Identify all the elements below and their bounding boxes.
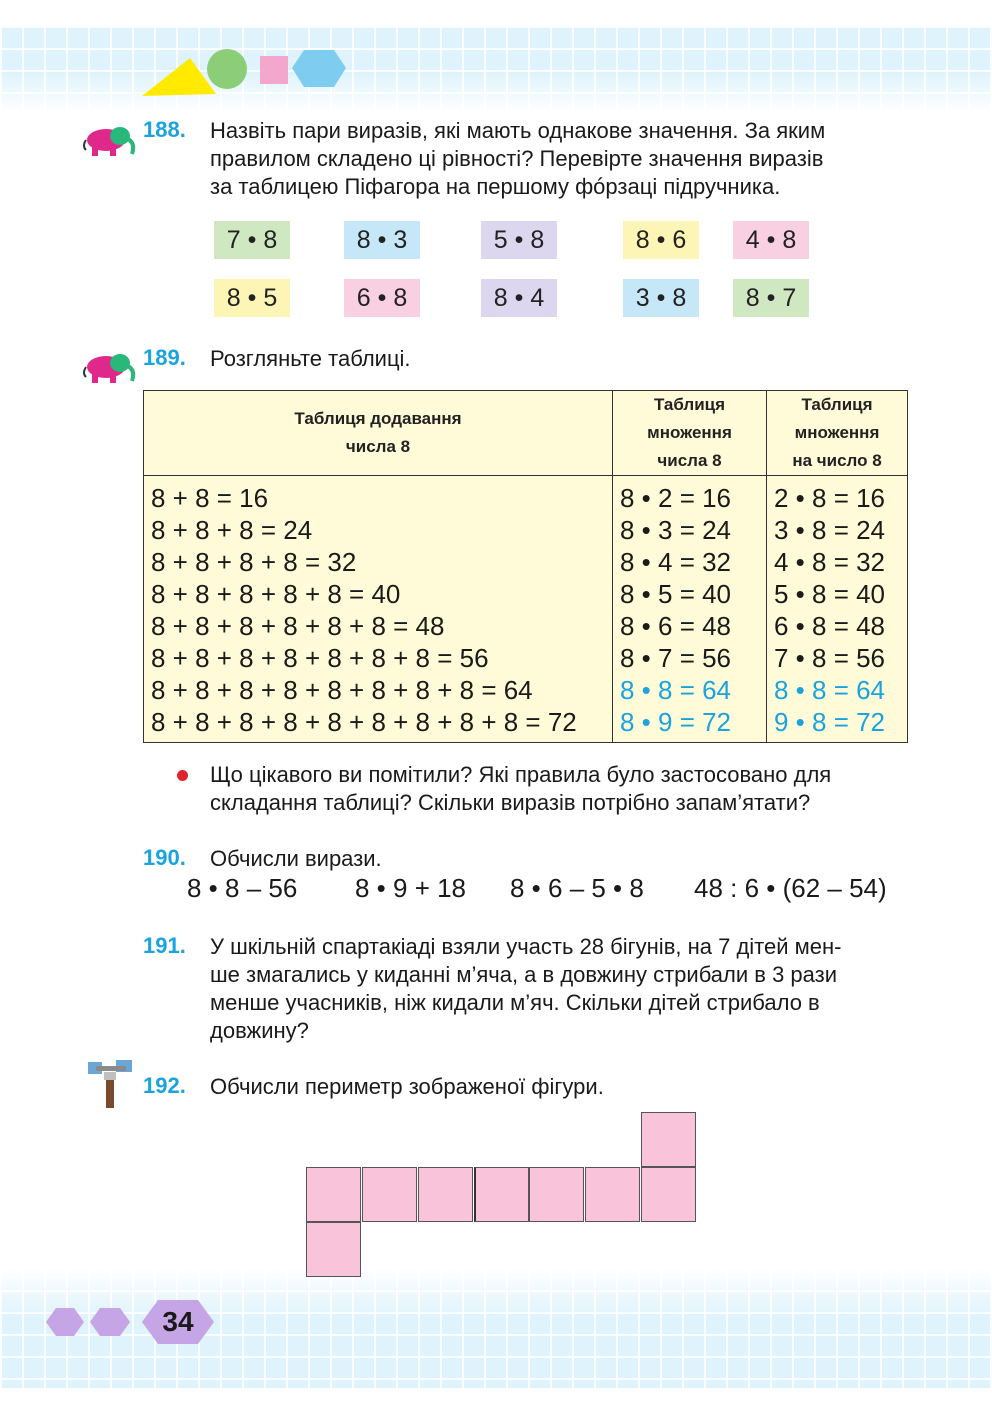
exercise-191-line-2: ше змагались у киданні м’яча, а в довжину стрибали в 3 рази [210, 962, 838, 987]
figure-square [641, 1167, 696, 1222]
figure-square [474, 1167, 529, 1222]
triangle-icon [142, 58, 216, 96]
table-row-highlighted: 8 • 8 = 64 [620, 675, 732, 705]
table-row: 8 + 8 + 8 + 8 = 32 [151, 547, 357, 577]
question-line-2: складання таблиці? Скільки виразів потрібно запам’ятати? [210, 790, 811, 815]
expression-chip: 8 • 5 [214, 279, 290, 317]
expression-chip: 6 • 8 [344, 279, 420, 317]
header-line: Таблиця [801, 395, 873, 414]
table-row-highlighted: 9 • 8 = 72 [774, 707, 886, 737]
square-icon [260, 56, 288, 84]
elephant-icon [80, 345, 138, 387]
exercise-number-192: 192. [143, 1073, 186, 1098]
exercise-188-line-3: за таблицею Піфагора на першому фóрзаці підручника. [210, 174, 781, 199]
expression: 8 • 9 + 18 [355, 873, 467, 903]
header-shapes [138, 44, 353, 98]
table-row: 8 + 8 = 16 [151, 483, 269, 513]
table-row: 8 + 8 + 8 = 24 [151, 515, 313, 545]
exercise-192-text: Обчисли периметр зображеної фігури. [210, 1074, 604, 1099]
circle-icon [207, 49, 247, 89]
exercise-190-text: Обчисли вирази. [210, 846, 382, 871]
figure-square [529, 1167, 584, 1222]
expression-chip: 8 • 6 [623, 221, 699, 259]
question-line-1: Що цікавого ви помітили? Які правила було застосовано для [210, 762, 832, 787]
figure-square [362, 1167, 417, 1222]
table-row: 8 • 4 = 32 [620, 547, 732, 577]
table-row: 8 • 6 = 48 [620, 611, 732, 641]
table-row: 8 • 2 = 16 [620, 483, 732, 513]
mult-by-column [767, 476, 908, 743]
table-row: 8 + 8 + 8 + 8 + 8 = 40 [151, 579, 401, 609]
expression-chip: 8 • 4 [481, 279, 557, 317]
figure-square [418, 1167, 473, 1222]
exercise-number-191: 191. [143, 933, 186, 958]
table-row: 4 • 8 = 32 [774, 547, 886, 577]
header-line: множення [647, 423, 732, 442]
table-row-highlighted: 8 • 9 = 72 [620, 707, 732, 737]
exercise-191-line-3: менше учасників, ніж кидали м’яч. Скільки дітей стрибало в [210, 990, 820, 1015]
expression-chip: 3 • 8 [623, 279, 699, 317]
table-row: 8 • 3 = 24 [620, 515, 732, 545]
table-row: 8 + 8 + 8 + 8 + 8 + 8 + 8 + 8 = 64 [151, 675, 533, 705]
table-row: 8 • 7 = 56 [620, 643, 732, 673]
table-row: 8 + 8 + 8 + 8 + 8 + 8 + 8 + 8 + 8 = 72 [151, 707, 577, 737]
exercise-number-189: 189. [143, 345, 186, 370]
expression: 8 • 8 – 56 [187, 873, 298, 903]
expression-chip: 8 • 3 [344, 221, 420, 259]
exercise-191-line-1: У шкільній спартакіаді взяли участь 28 бігунів, на 7 дітей мен- [210, 934, 842, 959]
exercise-number-190: 190. [143, 845, 186, 870]
header-mult-by-8 [767, 391, 908, 476]
expression-chip: 5 • 8 [481, 221, 557, 259]
expression-chip: 7 • 8 [214, 221, 290, 259]
figure-square [641, 1112, 696, 1167]
exercise-188-line-2: правилом складено ці рівності? Перевірте значення виразів [210, 146, 824, 171]
table-row: 2 • 8 = 16 [774, 483, 886, 513]
page-number: 34 [162, 1306, 194, 1337]
header-addition-table [144, 391, 613, 476]
header-line: числа 8 [345, 437, 411, 456]
header-line: Таблиця [653, 395, 726, 414]
header-mult-of-8 [613, 391, 767, 476]
exercise-189-text: Розгляньте таблиці. [210, 346, 411, 371]
figure-square [306, 1167, 361, 1222]
expression: 48 : 6 • (62 – 54) [694, 873, 887, 903]
table-row: 8 + 8 + 8 + 8 + 8 + 8 + 8 = 56 [151, 643, 489, 673]
figure-square [585, 1167, 640, 1222]
hexagon-icon [46, 1308, 84, 1336]
table-row: 5 • 8 = 40 [774, 579, 886, 609]
bullet-icon [177, 770, 188, 781]
exercise-188-line-1: Назвіть пари виразів, які мають однакове значення. За яким [210, 118, 826, 143]
figure-square [306, 1222, 361, 1277]
header-line: числа 8 [657, 451, 722, 470]
exercise-191-line-4: довжину? [210, 1018, 309, 1043]
multiplication-tables [143, 390, 908, 743]
tools-icon [84, 1054, 138, 1112]
mult-of-column [613, 476, 767, 743]
elephant-icon [80, 118, 138, 160]
expression: 8 • 6 – 5 • 8 [510, 873, 644, 903]
header-line: множення [794, 423, 880, 442]
hexagon-icon [90, 1308, 130, 1336]
table-row: 7 • 8 = 56 [774, 643, 886, 673]
table-row: 8 • 5 = 40 [620, 579, 732, 609]
table-row: 6 • 8 = 48 [774, 611, 886, 641]
header-line: на число 8 [792, 451, 882, 470]
addition-column [144, 476, 613, 743]
table-row: 8 + 8 + 8 + 8 + 8 + 8 = 48 [151, 611, 445, 641]
header-line: Таблиця додавання [294, 409, 462, 428]
table-row: 3 • 8 = 24 [774, 515, 886, 545]
expression-chip: 8 • 7 [733, 279, 809, 317]
table-row-highlighted: 8 • 8 = 64 [774, 675, 886, 705]
hexagon-icon [292, 50, 346, 87]
expression-chip: 4 • 8 [733, 221, 809, 259]
exercise-number-188: 188. [143, 117, 186, 142]
